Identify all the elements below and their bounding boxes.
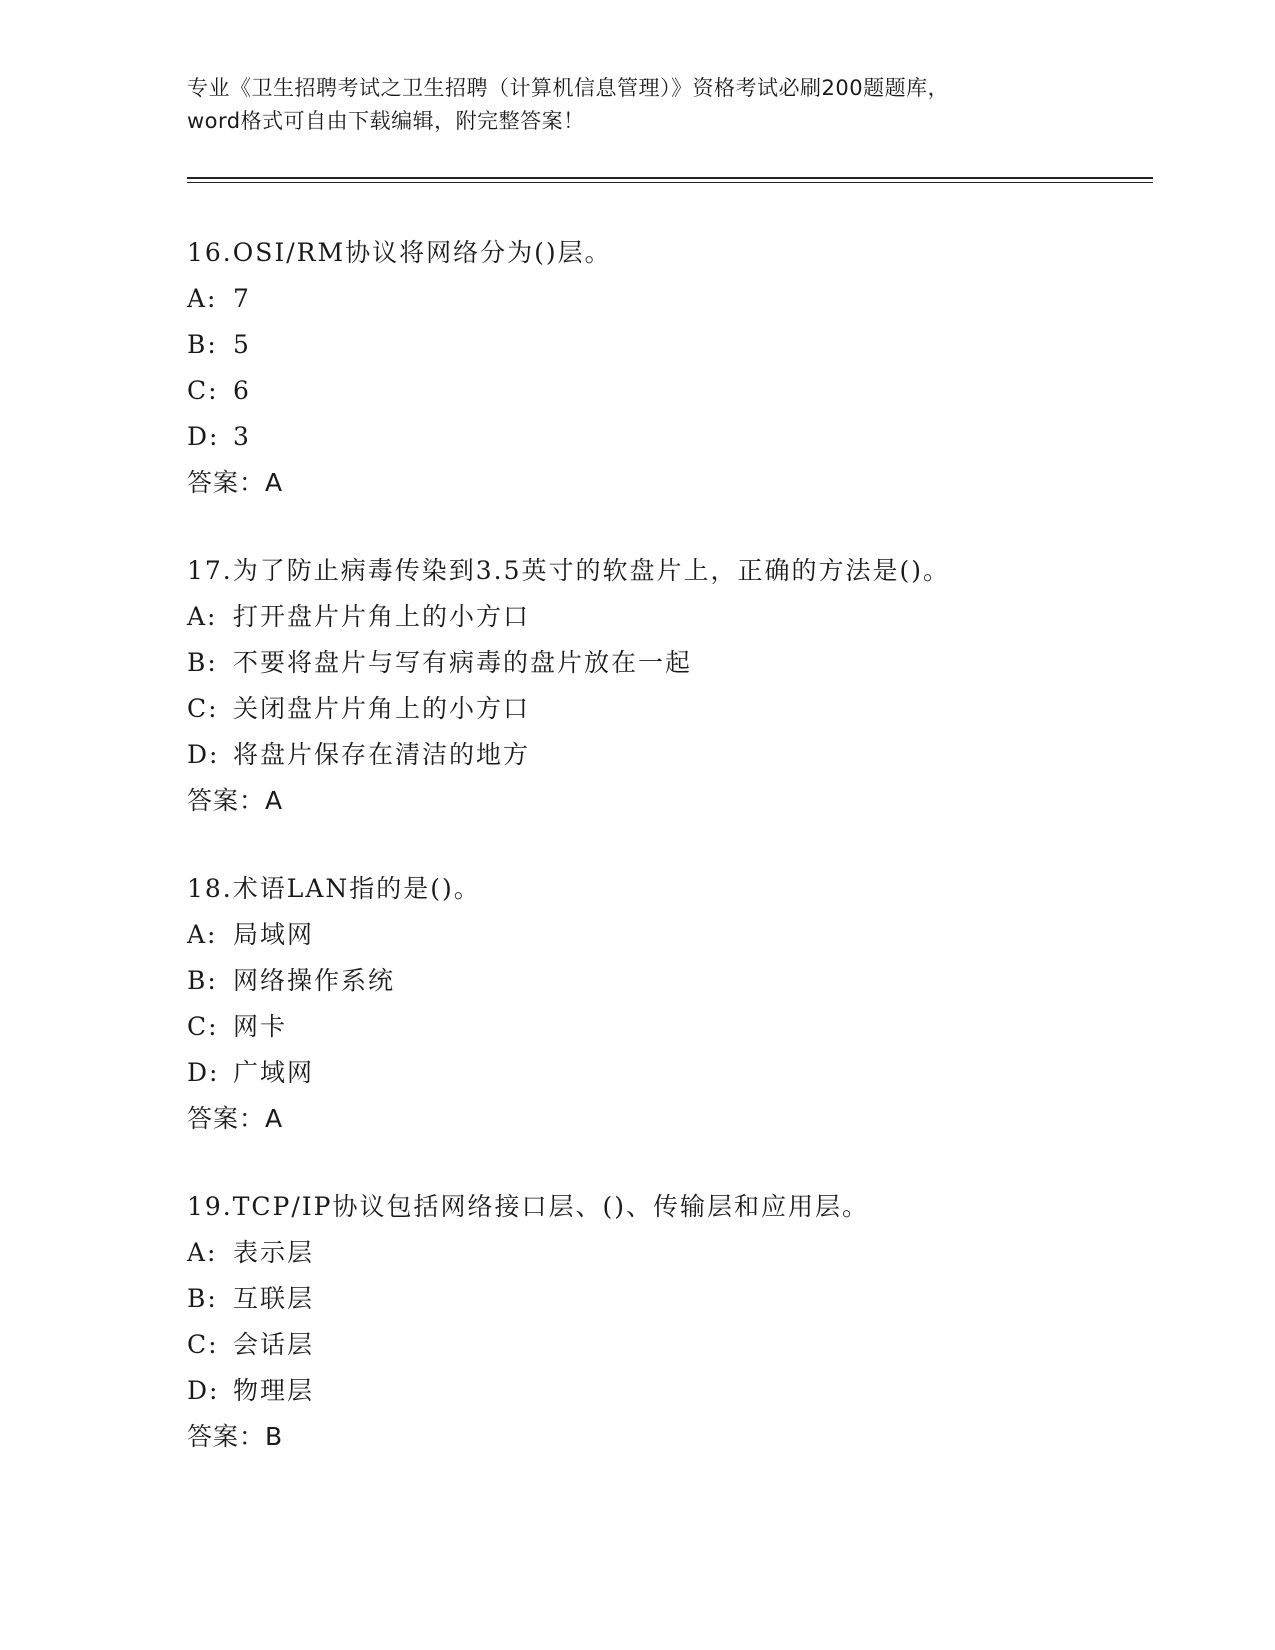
option-b xyxy=(187,640,1147,686)
option-a xyxy=(187,594,1147,640)
option-letter: B: xyxy=(187,330,218,359)
option-text: 打开盘片片角上的小方口 xyxy=(233,602,531,631)
header-line-1: 专业《卫生招聘考试之卫生招聘（计算机信息管理）》资格考试必刷200题题库， xyxy=(187,76,950,100)
answer-line: 答案：A xyxy=(187,1104,284,1133)
option-c xyxy=(187,368,1147,414)
option-text: 会话层 xyxy=(233,1330,315,1359)
option-d xyxy=(187,1368,1147,1414)
question-19 xyxy=(187,1184,1147,1460)
option-letter: D: xyxy=(187,422,220,451)
option-b xyxy=(187,958,1147,1004)
question-stem: 18.术语LAN指的是()。 xyxy=(187,874,481,903)
option-letter: A: xyxy=(187,284,218,313)
option-text: 网络操作系统 xyxy=(233,966,396,995)
question-18 xyxy=(187,866,1147,1142)
option-letter: B: xyxy=(187,648,218,677)
option-text: 物理层 xyxy=(233,1376,315,1405)
option-text: 互联层 xyxy=(233,1284,315,1313)
option-b xyxy=(187,322,1147,368)
question-16 xyxy=(187,230,1147,506)
option-text: 网卡 xyxy=(233,1012,288,1041)
option-letter: A: xyxy=(187,920,218,949)
header-divider-thin xyxy=(187,182,1153,183)
option-a xyxy=(187,1230,1147,1276)
option-text: 5 xyxy=(233,330,251,359)
option-a xyxy=(187,912,1147,958)
option-letter: D: xyxy=(187,740,220,769)
option-c xyxy=(187,1004,1147,1050)
question-stem: 19.TCP/IP协议包括网络接口层、()、传输层和应用层。 xyxy=(187,1192,870,1221)
option-d xyxy=(187,414,1147,460)
option-text: 3 xyxy=(233,422,251,451)
option-text: 关闭盘片片角上的小方口 xyxy=(233,694,531,723)
document-header xyxy=(187,72,1087,138)
option-letter: C: xyxy=(187,1012,219,1041)
option-text: 局域网 xyxy=(233,920,315,949)
option-letter: A: xyxy=(187,602,218,631)
option-letter: A: xyxy=(187,1238,218,1267)
question-stem: 17.为了防止病毒传染到3.5英寸的软盘片上，正确的方法是()。 xyxy=(187,556,951,585)
option-text: 不要将盘片与写有病毒的盘片放在一起 xyxy=(233,648,693,677)
option-a xyxy=(187,276,1147,322)
answer-line: 答案：A xyxy=(187,786,284,815)
header-line-2: word格式可自由下载编辑，附完整答案！ xyxy=(187,109,585,133)
option-letter: D: xyxy=(187,1058,220,1087)
option-text: 7 xyxy=(233,284,251,313)
option-letter: C: xyxy=(187,1330,219,1359)
option-letter: B: xyxy=(187,966,218,995)
option-letter: D: xyxy=(187,1376,220,1405)
option-c xyxy=(187,1322,1147,1368)
option-d xyxy=(187,732,1147,778)
option-letter: C: xyxy=(187,376,219,405)
option-text: 表示层 xyxy=(233,1238,315,1267)
option-b xyxy=(187,1276,1147,1322)
answer-line: 答案：B xyxy=(187,1422,284,1451)
option-d xyxy=(187,1050,1147,1096)
answer-line: 答案：A xyxy=(187,468,284,497)
option-letter: B: xyxy=(187,1284,218,1313)
option-c xyxy=(187,686,1147,732)
option-text: 广域网 xyxy=(233,1058,315,1087)
option-letter: C: xyxy=(187,694,219,723)
question-17 xyxy=(187,548,1147,824)
header-divider-thick xyxy=(187,177,1153,179)
option-text: 6 xyxy=(233,376,251,405)
question-stem: 16.OSI/RM协议将网络分为()层。 xyxy=(187,238,612,267)
option-text: 将盘片保存在清洁的地方 xyxy=(233,740,531,769)
